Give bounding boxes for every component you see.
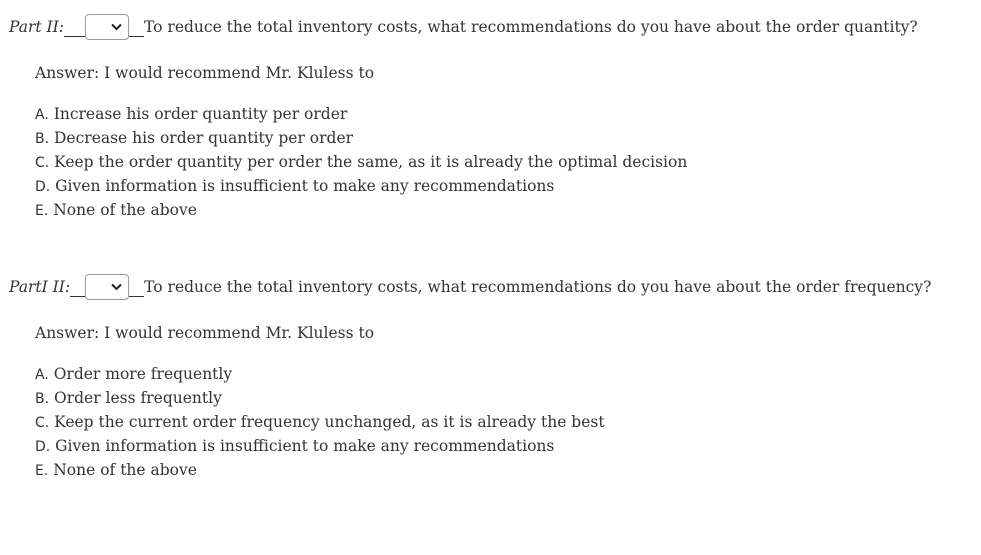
option-text: None of the above	[53, 461, 197, 479]
chevron-down-icon	[111, 23, 122, 31]
option-text: Given information is insufficient to make any recommendations	[55, 177, 555, 195]
answer-prompt: Answer: I would recommend Mr. Kluless to	[35, 324, 375, 342]
option-text: Keep the current order frequency unchanged, as it is already the best	[54, 413, 605, 431]
answer-dropdown[interactable]	[85, 14, 129, 40]
option-item	[35, 459, 605, 483]
option-text: Keep the order quantity per order the same, as it is already the optimal decision	[54, 153, 688, 171]
option-item	[35, 199, 687, 223]
part-label: Part II:	[9, 18, 65, 36]
option-list	[35, 103, 687, 223]
option-item	[35, 435, 605, 459]
option-item	[35, 151, 687, 175]
blank-underline	[129, 296, 144, 297]
option-letter: D.	[35, 179, 51, 195]
question-text: To reduce the total inventory costs, what recommendations do you have about the order frequency?	[144, 278, 932, 296]
option-letter: A.	[35, 367, 49, 383]
option-item	[35, 387, 605, 411]
option-text: Order more frequently	[53, 365, 233, 383]
option-letter: C.	[35, 415, 50, 431]
option-letter: E.	[35, 463, 49, 479]
option-item	[35, 103, 687, 127]
answer-prompt: Answer: I would recommend Mr. Kluless to	[35, 64, 375, 82]
option-text: Given information is insufficient to make any recommendations	[55, 437, 555, 455]
option-item	[35, 175, 687, 199]
chevron-down-icon	[111, 283, 122, 291]
option-text: None of the above	[53, 201, 197, 219]
option-letter: D.	[35, 439, 51, 455]
question-line-2	[9, 274, 931, 300]
option-letter: B.	[35, 391, 50, 407]
option-text: Decrease his order quantity per order	[54, 129, 354, 147]
part-label: PartI II:	[9, 278, 71, 296]
blank-underline	[129, 36, 144, 37]
question-line-1	[9, 14, 918, 40]
answer-dropdown[interactable]	[85, 274, 129, 300]
blank-underline	[64, 36, 85, 37]
option-list	[35, 363, 605, 483]
option-item	[35, 363, 605, 387]
option-text: Increase his order quantity per order	[53, 105, 348, 123]
question-text: To reduce the total inventory costs, what recommendations do you have about the order quantity?	[144, 18, 918, 36]
option-letter: C.	[35, 155, 50, 171]
option-letter: B.	[35, 131, 50, 147]
blank-underline	[70, 296, 85, 297]
option-letter: A.	[35, 107, 49, 123]
option-item	[35, 411, 605, 435]
option-text: Order less frequently	[54, 389, 222, 407]
option-letter: E.	[35, 203, 49, 219]
option-item	[35, 127, 687, 151]
